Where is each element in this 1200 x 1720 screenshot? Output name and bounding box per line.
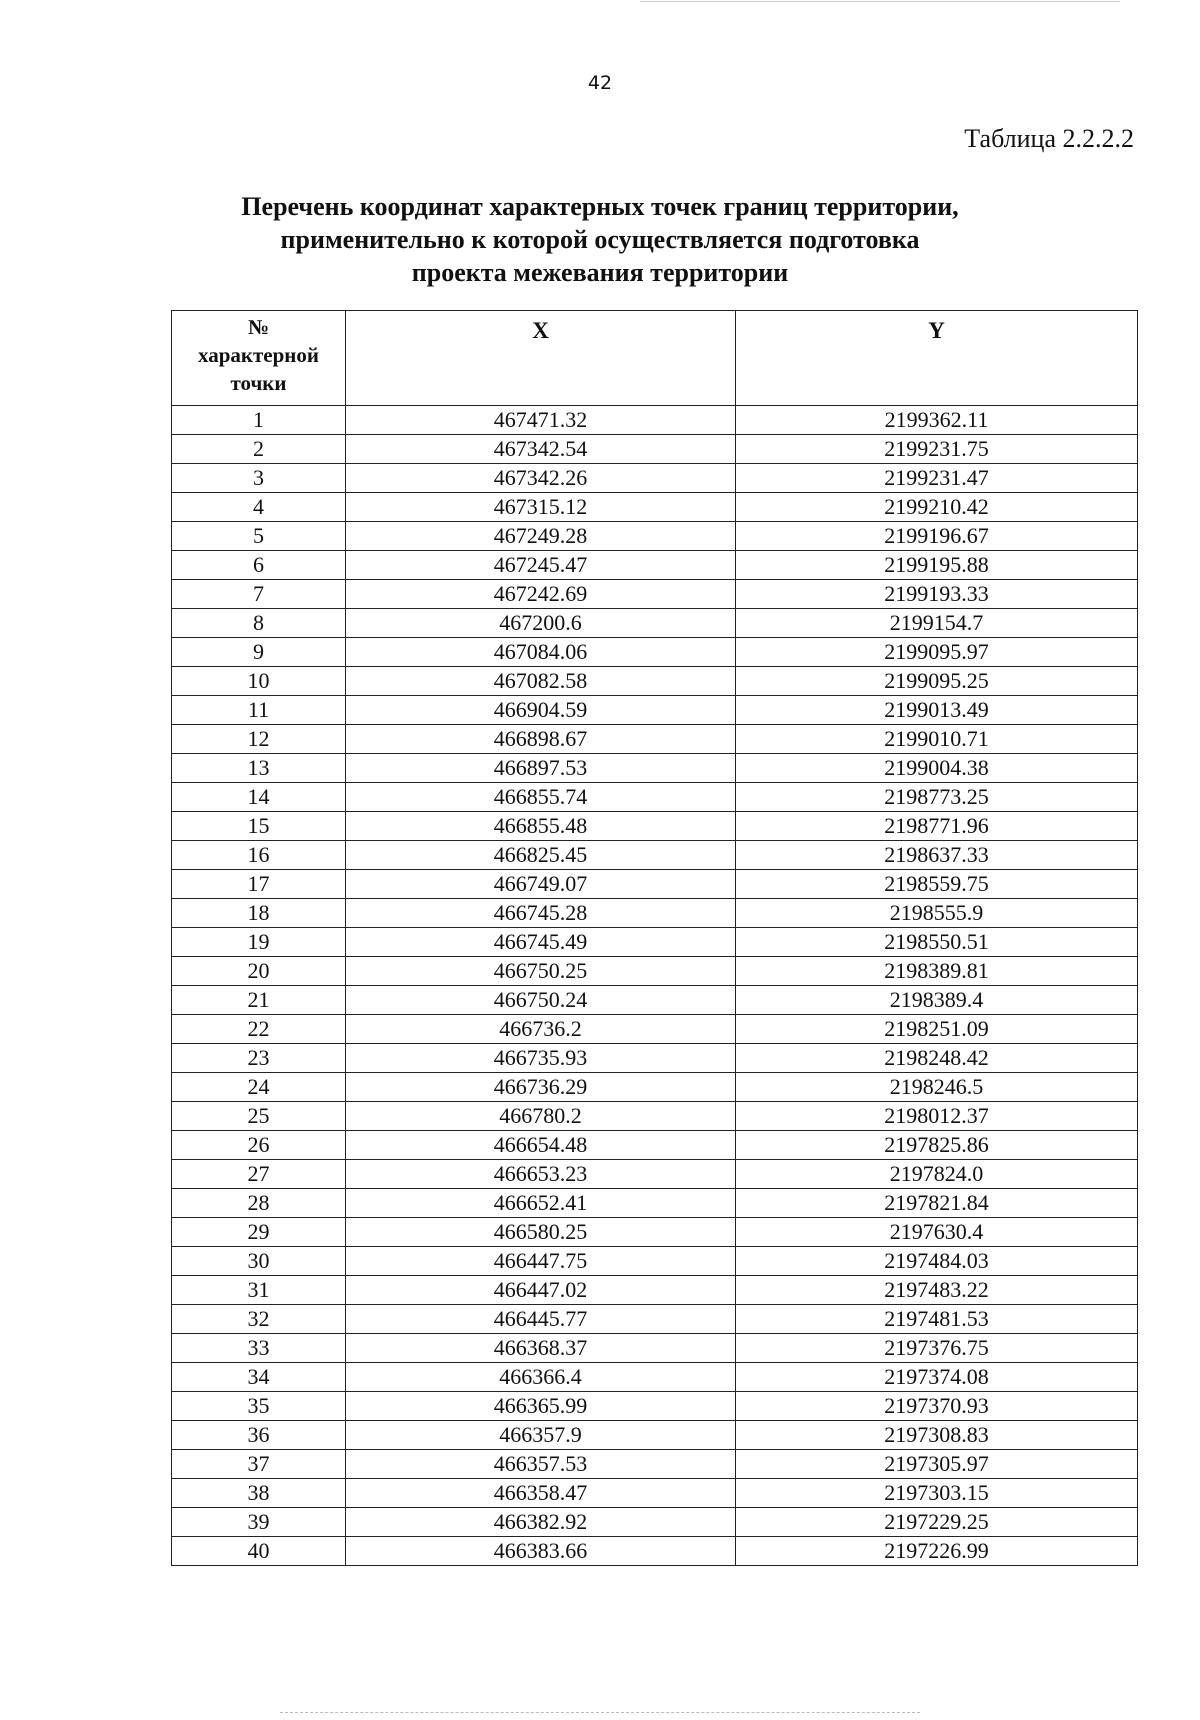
point-number-cell: 22 [172,1015,346,1044]
point-number-cell: 35 [172,1392,346,1421]
x-coordinate-cell: 466750.25 [346,957,736,986]
table-row [172,986,1138,1015]
table-row [172,667,1138,696]
point-number-cell: 39 [172,1508,346,1537]
point-number-cell: 20 [172,957,346,986]
y-coordinate-cell: 2198550.51 [736,928,1138,957]
table-row [172,1421,1138,1450]
y-coordinate-cell: 2199231.75 [736,435,1138,464]
y-coordinate-cell: 2199362.11 [736,406,1138,435]
x-coordinate-cell: 466383.66 [346,1537,736,1566]
table-row [172,1189,1138,1218]
x-coordinate-cell: 467249.28 [346,522,736,551]
x-coordinate-cell: 466745.28 [346,899,736,928]
x-coordinate-cell: 466580.25 [346,1218,736,1247]
point-number-cell: 30 [172,1247,346,1276]
y-coordinate-cell: 2199195.88 [736,551,1138,580]
x-coordinate-cell: 467084.06 [346,638,736,667]
bottom-edge-line [280,1712,920,1713]
table-row [172,609,1138,638]
title-line: Перечень координат характерных точек границ территории, [241,192,959,221]
table-row [172,1276,1138,1305]
table-row [172,754,1138,783]
y-coordinate-cell: 2197226.99 [736,1537,1138,1566]
point-number-cell: 14 [172,783,346,812]
y-coordinate-cell: 2197374.08 [736,1363,1138,1392]
y-coordinate-cell: 2198637.33 [736,841,1138,870]
y-coordinate-cell: 2199231.47 [736,464,1138,493]
x-coordinate-cell: 466357.53 [346,1450,736,1479]
y-coordinate-cell: 2198555.9 [736,899,1138,928]
y-coordinate-cell: 2199004.38 [736,754,1138,783]
point-number-cell: 29 [172,1218,346,1247]
point-number-cell: 3 [172,464,346,493]
x-coordinate-cell: 466736.2 [346,1015,736,1044]
table-row [172,841,1138,870]
point-number-cell: 11 [172,696,346,725]
point-number-cell: 7 [172,580,346,609]
x-coordinate-cell: 466445.77 [346,1305,736,1334]
x-coordinate-cell: 466447.02 [346,1276,736,1305]
point-number-cell: 26 [172,1131,346,1160]
point-number-cell: 27 [172,1160,346,1189]
table-row [172,1508,1138,1537]
y-coordinate-cell: 2198012.37 [736,1102,1138,1131]
table-row [172,435,1138,464]
point-number-cell: 2 [172,435,346,464]
table-row [172,812,1138,841]
table-row [172,580,1138,609]
table-row [172,1479,1138,1508]
x-coordinate-cell: 466898.67 [346,725,736,754]
x-column-header: X [346,311,736,406]
x-coordinate-cell: 466750.24 [346,986,736,1015]
table-row [172,870,1138,899]
table-row [172,696,1138,725]
point-number-cell: 23 [172,1044,346,1073]
point-number-cell: 4 [172,493,346,522]
table-row [172,493,1138,522]
y-coordinate-cell: 2199196.67 [736,522,1138,551]
y-column-header: Y [736,311,1138,406]
x-coordinate-cell: 466735.93 [346,1044,736,1073]
x-coordinate-cell: 467342.54 [346,435,736,464]
point-number-cell: 36 [172,1421,346,1450]
point-number-cell: 8 [172,609,346,638]
x-coordinate-cell: 467082.58 [346,667,736,696]
table-row [172,1537,1138,1566]
table-row [172,1218,1138,1247]
point-number-cell: 13 [172,754,346,783]
point-number-cell: 32 [172,1305,346,1334]
y-coordinate-cell: 2197229.25 [736,1508,1138,1537]
point-number-header [172,311,346,406]
point-number-cell: 38 [172,1479,346,1508]
point-number-cell: 40 [172,1537,346,1566]
table-row [172,1334,1138,1363]
y-coordinate-cell: 2199095.97 [736,638,1138,667]
point-number-cell: 19 [172,928,346,957]
y-coordinate-cell: 2197484.03 [736,1247,1138,1276]
x-coordinate-cell: 467315.12 [346,493,736,522]
document-title [0,190,1200,289]
point-number-cell: 15 [172,812,346,841]
top-edge-line [640,1,1120,2]
title-line: проекта межевания территории [411,258,789,287]
table-row [172,1450,1138,1479]
y-coordinate-cell: 2199210.42 [736,493,1138,522]
table-caption: Таблица 2.2.2.2 [964,124,1134,153]
y-coordinate-cell: 2197825.86 [736,1131,1138,1160]
y-coordinate-cell: 2197481.53 [736,1305,1138,1334]
point-number-cell: 21 [172,986,346,1015]
x-coordinate-cell: 466382.92 [346,1508,736,1537]
table-row [172,1131,1138,1160]
x-coordinate-cell: 466654.48 [346,1131,736,1160]
table-row [172,638,1138,667]
point-number-cell: 28 [172,1189,346,1218]
header-line: точки [230,371,287,395]
page-number: 42 [587,72,613,94]
y-coordinate-cell: 2199013.49 [736,696,1138,725]
x-coordinate-cell: 466825.45 [346,841,736,870]
y-coordinate-cell: 2199095.25 [736,667,1138,696]
y-coordinate-cell: 2197305.97 [736,1450,1138,1479]
point-number-cell: 18 [172,899,346,928]
table-row [172,957,1138,986]
table-row [172,406,1138,435]
x-coordinate-cell: 466904.59 [346,696,736,725]
table-row [172,1363,1138,1392]
point-number-cell: 37 [172,1450,346,1479]
table-row [172,783,1138,812]
y-coordinate-cell: 2197308.83 [736,1421,1138,1450]
x-coordinate-cell: 466749.07 [346,870,736,899]
point-number-cell: 6 [172,551,346,580]
x-coordinate-cell: 466365.99 [346,1392,736,1421]
x-coordinate-cell: 467245.47 [346,551,736,580]
y-coordinate-cell: 2199154.7 [736,609,1138,638]
table-row [172,1247,1138,1276]
table-row [172,1160,1138,1189]
point-number-cell: 34 [172,1363,346,1392]
y-coordinate-cell: 2199010.71 [736,725,1138,754]
y-coordinate-cell: 2197630.4 [736,1218,1138,1247]
table-row [172,725,1138,754]
point-number-cell: 31 [172,1276,346,1305]
x-coordinate-cell: 466855.74 [346,783,736,812]
table-row [172,1305,1138,1334]
point-number-cell: 12 [172,725,346,754]
y-coordinate-cell: 2197370.93 [736,1392,1138,1421]
y-coordinate-cell: 2198389.81 [736,957,1138,986]
x-coordinate-cell: 466653.23 [346,1160,736,1189]
x-coordinate-cell: 467200.6 [346,609,736,638]
header-line: характерной [197,343,320,367]
table-body [172,406,1138,1566]
x-coordinate-cell: 466366.4 [346,1363,736,1392]
point-number-cell: 33 [172,1334,346,1363]
point-number-cell: 16 [172,841,346,870]
x-coordinate-cell: 466368.37 [346,1334,736,1363]
y-coordinate-cell: 2199193.33 [736,580,1138,609]
x-coordinate-cell: 466447.75 [346,1247,736,1276]
x-coordinate-cell: 466358.47 [346,1479,736,1508]
point-number-cell: 10 [172,667,346,696]
y-coordinate-cell: 2198559.75 [736,870,1138,899]
table-row [172,1044,1138,1073]
table-header-row [172,311,1138,406]
title-line: применительно к которой осуществляется подготовка [280,225,920,254]
y-coordinate-cell: 2198248.42 [736,1044,1138,1073]
table-row [172,1015,1138,1044]
y-coordinate-cell: 2197303.15 [736,1479,1138,1508]
x-coordinate-cell: 466780.2 [346,1102,736,1131]
y-coordinate-cell: 2198771.96 [736,812,1138,841]
y-coordinate-cell: 2198773.25 [736,783,1138,812]
x-coordinate-cell: 466855.48 [346,812,736,841]
point-number-cell: 24 [172,1073,346,1102]
table-row [172,1392,1138,1421]
x-coordinate-cell: 467242.69 [346,580,736,609]
table-row [172,551,1138,580]
y-coordinate-cell: 2198251.09 [736,1015,1138,1044]
table-row [172,464,1138,493]
y-coordinate-cell: 2198389.4 [736,986,1138,1015]
y-coordinate-cell: 2197376.75 [736,1334,1138,1363]
table-row [172,899,1138,928]
x-coordinate-cell: 466736.29 [346,1073,736,1102]
point-number-cell: 9 [172,638,346,667]
point-number-cell: 1 [172,406,346,435]
point-number-cell: 5 [172,522,346,551]
table-row [172,1073,1138,1102]
y-coordinate-cell: 2197824.0 [736,1160,1138,1189]
y-coordinate-cell: 2197483.22 [736,1276,1138,1305]
x-coordinate-cell: 466652.41 [346,1189,736,1218]
x-coordinate-cell: 467342.26 [346,464,736,493]
y-coordinate-cell: 2197821.84 [736,1189,1138,1218]
header-line: № [247,315,270,339]
coordinates-table [171,310,1138,1566]
x-coordinate-cell: 466897.53 [346,754,736,783]
y-coordinate-cell: 2198246.5 [736,1073,1138,1102]
table-row [172,928,1138,957]
point-number-cell: 17 [172,870,346,899]
table-row [172,1102,1138,1131]
x-coordinate-cell: 466357.9 [346,1421,736,1450]
point-number-cell: 25 [172,1102,346,1131]
x-coordinate-cell: 466745.49 [346,928,736,957]
x-coordinate-cell: 467471.32 [346,406,736,435]
table-row [172,522,1138,551]
